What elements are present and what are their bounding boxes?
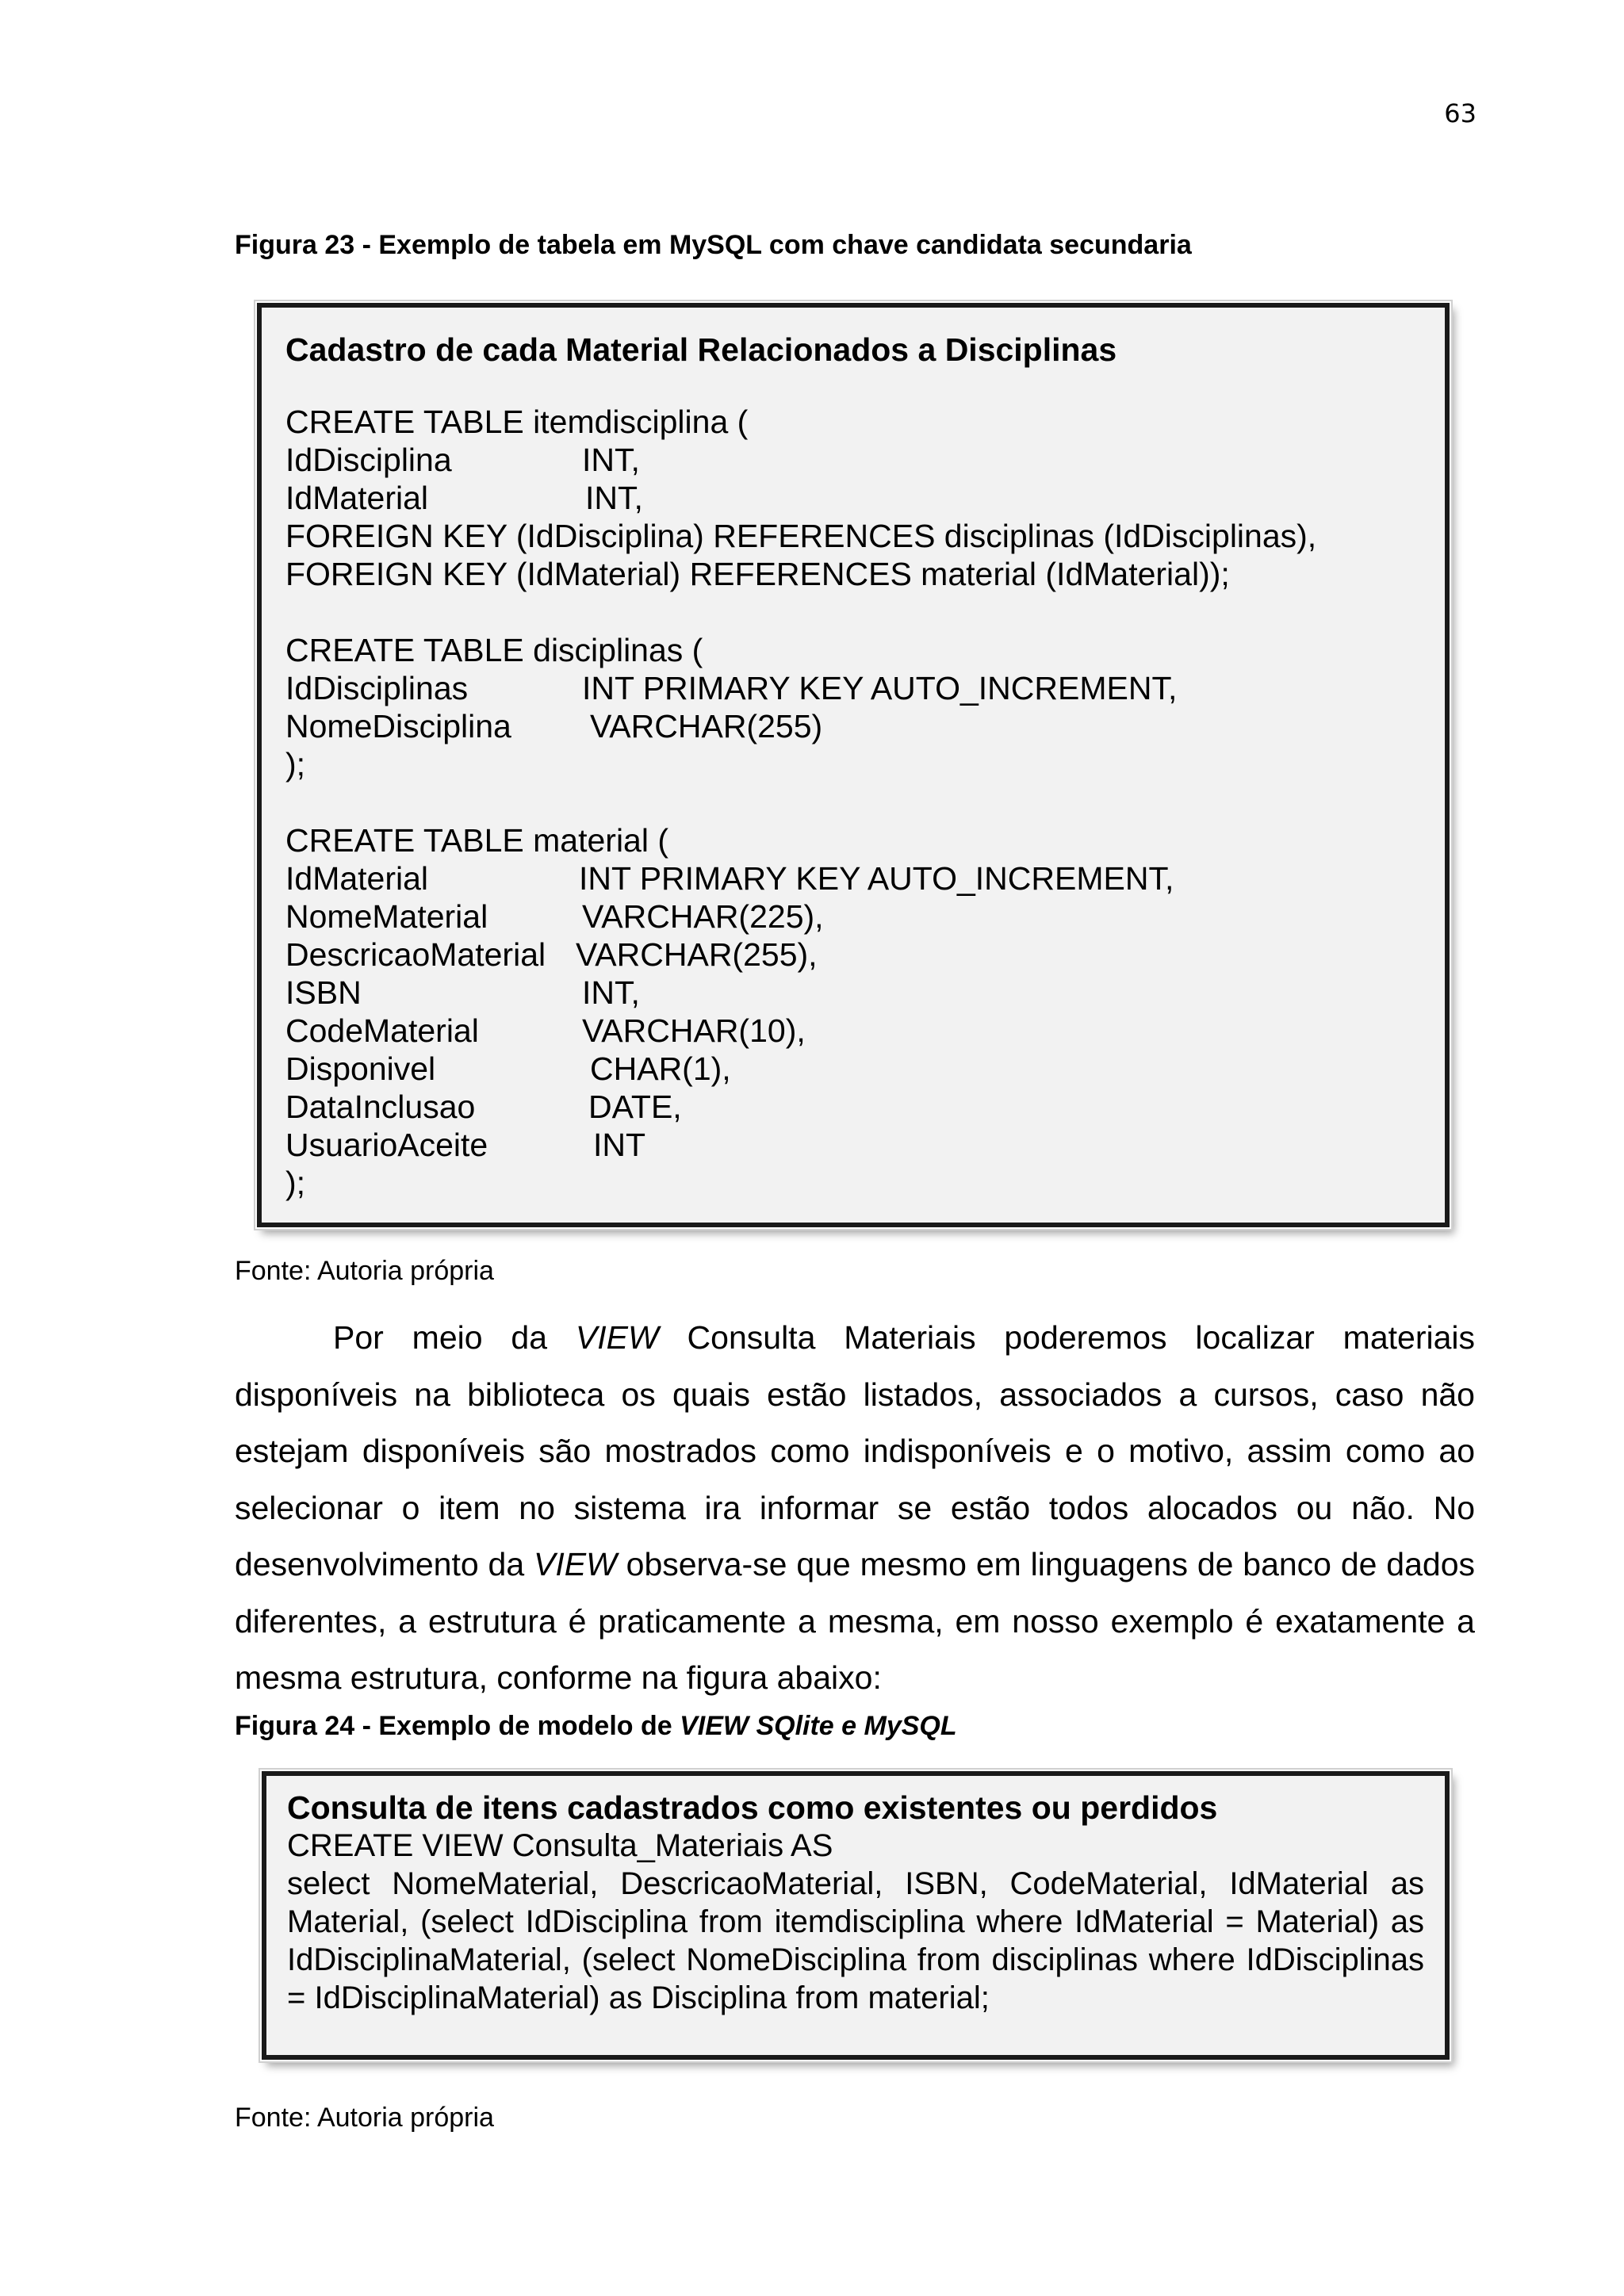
figure-23-caption: Figura 23 - Exemplo de tabela em MySQL com chave candidata secundaria xyxy=(235,230,1192,260)
figure-24-caption: Figura 24 - Exemplo de modelo de VIEW SQlite e MySQL xyxy=(235,1711,957,1741)
figure-23-source: Fonte: Autoria própria xyxy=(235,1256,494,1286)
figure-23-title: Cadastro de cada Material Relacionados a Disciplinas xyxy=(285,331,1117,368)
page-number: 63 xyxy=(1444,98,1477,128)
figure-24-code-box xyxy=(262,1771,1450,2060)
code-line: CREATE VIEW Consulta_Materiais AS xyxy=(287,1828,833,1863)
view-code-block xyxy=(287,1789,1424,2017)
figure-23-code-box: Cadastro de cada Material Relacionados a Disciplinas CREATE TABLE itemdisciplina ( IdDisciplina INT, IdMaterial INT, FOREIGN KEY (IdDisciplina) REFERENCES disciplinas (IdDisciplinas), FOREIGN KEY (IdMaterial) REFERENCES material (IdMaterial)); CREATE TABLE disciplinas ( IdDisciplinas INT PRIMARY KEY AUTO_INCREMENT, NomeDisciplina VARCHAR(255) ); CREATE TABLE material ( IdMaterial INT PRIMARY KEY AUTO_INCREMENT, NomeMaterial VARCHAR(225), DescricaoMaterial VARCHAR(255), ISBN INT, CodeMaterial VARCHAR(10), Disponivel CHAR(1), DataInclusao DATE, UsuarioAceite INT ); xyxy=(257,303,1450,1227)
code-body: select NomeMaterial, DescricaoMaterial, ISBN, CodeMaterial, IdMaterial as Material, (select IdDisciplina from itemdisciplina where IdMaterial = Material) as IdDisciplinaMaterial, (select NomeDisciplina from disciplinas where IdDisciplinas = IdDisciplinaMaterial) as Disciplina from material; xyxy=(287,1866,1424,2015)
body-paragraph: Por meio da VIEW Consulta Materiais poderemos localizar materiais disponíveis na biblioteca os quais estão listados, associados a cursos, caso não estejam disponíveis são mostrados como indisponíveis e o motivo, assim como ao selecionar o item no sistema ira informar se estão todos alocados ou não. No desenvolvimento da VIEW observa-se que mesmo em linguagens de banco de dados diferentes, a estrutura é praticamente a mesma, em nosso exemplo é exatamente a mesma estrutura, conforme na figura abaixo: xyxy=(235,1319,1475,1696)
figure-24-title: Consulta de itens cadastrados como existentes ou perdidos xyxy=(287,1789,1218,1826)
figure-24-source: Fonte: Autoria própria xyxy=(235,2103,494,2133)
